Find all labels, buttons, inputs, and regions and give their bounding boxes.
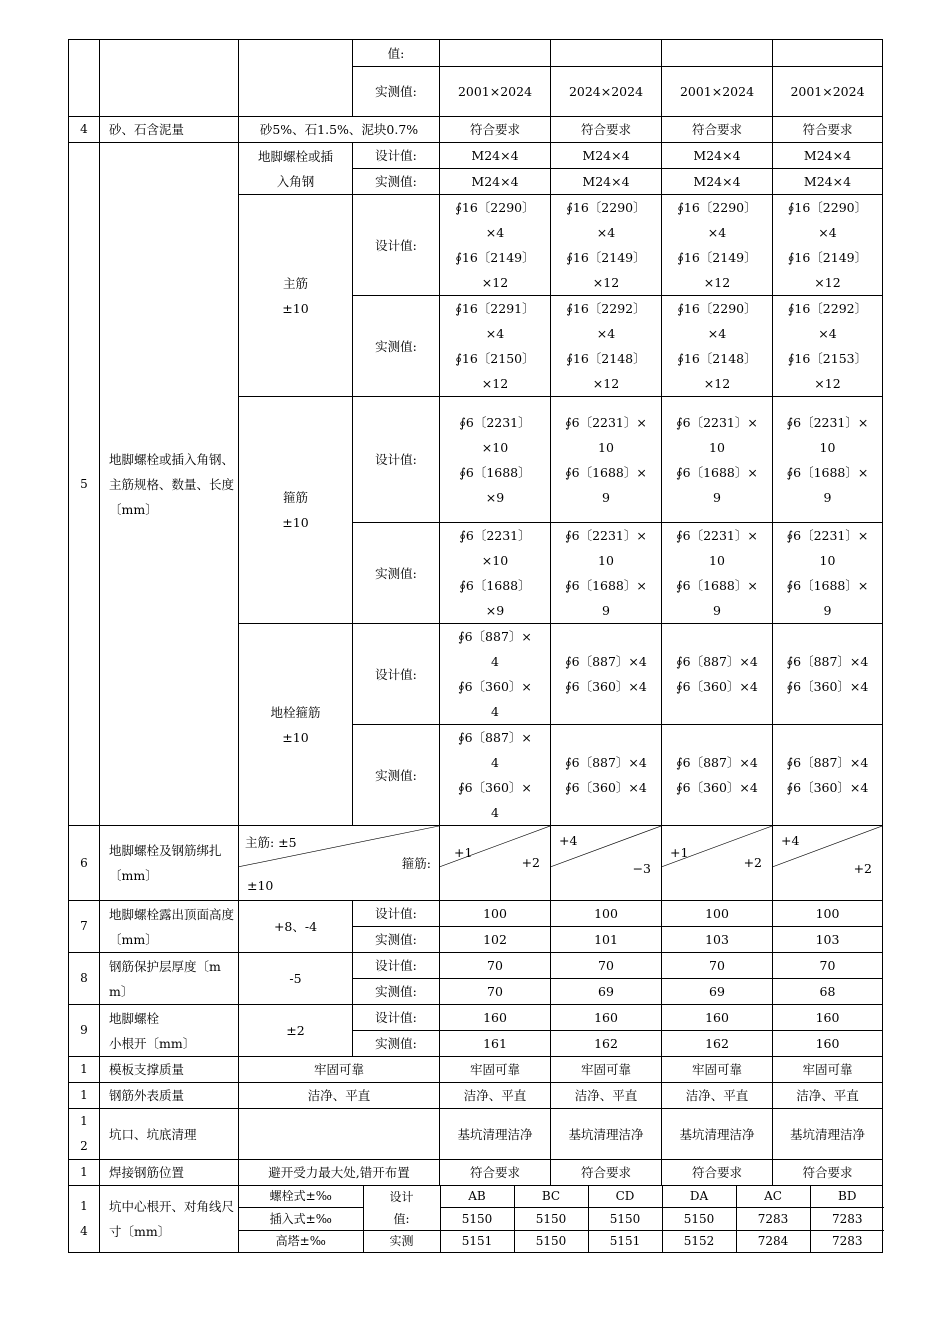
row-number-line: 1 bbox=[80, 1114, 88, 1128]
design-value: 100 bbox=[662, 901, 773, 927]
item-name-line: 地脚螺栓 bbox=[109, 1010, 160, 1026]
actual-value: 162 bbox=[551, 1031, 662, 1057]
design-label-line: 设计 bbox=[389, 1190, 414, 1204]
actual-label: 实测值: bbox=[353, 169, 440, 195]
result: 基坑清理洁净 bbox=[551, 1109, 662, 1160]
actual-label: 实测值: bbox=[353, 725, 440, 826]
item-name: 钢筋保护层厚度〔mm〕 bbox=[100, 953, 239, 1005]
result: 符合要求 bbox=[662, 117, 773, 143]
value-line: ∮6〔1688〕× bbox=[676, 578, 758, 593]
value-line: ∮16〔2292〕 bbox=[566, 301, 646, 316]
value-line: ∮6〔360〕× bbox=[458, 679, 532, 694]
value-line: 4 bbox=[491, 755, 499, 770]
design-value bbox=[662, 195, 773, 296]
actual-value bbox=[551, 523, 662, 624]
actual-value bbox=[662, 523, 773, 624]
value-line: ∮16〔2290〕 bbox=[455, 200, 535, 215]
value-line: ∮6〔360〕× bbox=[458, 780, 532, 795]
actual-value: 5152 bbox=[662, 1231, 736, 1253]
actual-value: 162 bbox=[662, 1031, 773, 1057]
design-value: 70 bbox=[440, 953, 551, 979]
row-number: 1 bbox=[69, 1057, 100, 1083]
tolerance: -5 bbox=[239, 953, 353, 1005]
row-number: 8 bbox=[69, 953, 100, 1005]
foundation-type: 高塔±‰ bbox=[239, 1231, 363, 1253]
value-line: 9 bbox=[713, 603, 721, 618]
value-line: ∮6〔1688〕× bbox=[676, 464, 758, 480]
value-line: ×12 bbox=[481, 275, 509, 290]
binding-main: +1 bbox=[454, 845, 473, 860]
item-name: 地脚螺栓及钢筋绑扎〔mm〕 bbox=[100, 826, 239, 901]
design-value: 160 bbox=[773, 1005, 883, 1031]
row-number bbox=[69, 1186, 100, 1253]
design-label: 设计值: bbox=[353, 195, 440, 296]
foundation-type: 螺栓式±‰ bbox=[269, 1189, 332, 1204]
sub-item-main-bar bbox=[239, 195, 353, 397]
binding-stirrup: +2 bbox=[521, 855, 540, 870]
value-line: ∮16〔2153〕 bbox=[787, 351, 868, 366]
value-line: ∮6〔1688〕× bbox=[786, 464, 869, 480]
value-line: ∮16〔2149〕 bbox=[677, 250, 757, 265]
actual-label: 实测 bbox=[363, 1231, 440, 1253]
design-label bbox=[363, 1186, 440, 1231]
design-value bbox=[440, 397, 551, 523]
value-line: ∮16〔2290〕 bbox=[677, 200, 757, 215]
inspection-table bbox=[68, 39, 883, 1253]
design-value bbox=[440, 624, 551, 725]
value-line: 9 bbox=[713, 489, 721, 505]
value-line: ∮6〔887〕×4 bbox=[676, 755, 758, 770]
design-value bbox=[551, 195, 662, 296]
binding-stirrup: +2 bbox=[743, 855, 762, 870]
value-line: 10 bbox=[598, 553, 614, 568]
tolerance: ±2 bbox=[239, 1005, 353, 1057]
value-line: 9 bbox=[823, 489, 832, 505]
binding-result bbox=[773, 826, 883, 901]
actual-label: 实测值: bbox=[353, 1031, 440, 1057]
value-line: ∮6〔360〕×4 bbox=[676, 679, 758, 694]
result: 符合要求 bbox=[551, 117, 662, 143]
design-value: 160 bbox=[662, 1005, 773, 1031]
value-line: ∮6〔2231〕× bbox=[676, 528, 758, 543]
actual-value: 101 bbox=[551, 927, 662, 953]
design-value bbox=[662, 397, 773, 523]
item-name: 焊接钢筋位置 bbox=[100, 1160, 239, 1186]
value-line: ∮6〔360〕×4 bbox=[676, 780, 758, 795]
value-line: 10 bbox=[819, 553, 836, 568]
row-number: 6 bbox=[69, 826, 100, 901]
value-line: ∮16〔2290〕 bbox=[566, 200, 646, 215]
value-line: 10 bbox=[709, 439, 725, 455]
cont-no-cell bbox=[69, 40, 100, 117]
standard: 砂5%、石1.5%、泥块0.7% bbox=[239, 117, 440, 143]
cont-value: 2024×2024 bbox=[551, 67, 662, 117]
item-name: 钢筋外表质量 bbox=[100, 1083, 239, 1109]
design-label: 设计值: bbox=[353, 1005, 440, 1031]
result: 洁净、平直 bbox=[662, 1083, 773, 1109]
value-line: ∮6〔2231〕 bbox=[459, 528, 531, 543]
value-line: 9 bbox=[823, 603, 832, 618]
value-line: ×12 bbox=[814, 376, 841, 391]
design-value bbox=[773, 624, 883, 725]
value-line: ∮16〔2149〕 bbox=[787, 250, 868, 265]
design-value: 7283 bbox=[736, 1208, 810, 1231]
cont-value: 2001×2024 bbox=[773, 67, 883, 117]
actual-label: 实测值: bbox=[353, 523, 440, 624]
value-line: ∮6〔1688〕 bbox=[459, 578, 531, 593]
tolerance: ±10 bbox=[282, 300, 309, 316]
result: 洁净、平直 bbox=[440, 1083, 551, 1109]
result: 牢固可靠 bbox=[662, 1057, 773, 1083]
value-line: 9 bbox=[602, 603, 610, 618]
column-head: AC bbox=[736, 1186, 810, 1208]
row-number: 5 bbox=[69, 143, 100, 826]
binding-stirrup: −3 bbox=[632, 861, 651, 876]
value-line: 4 bbox=[491, 805, 499, 820]
value-line: ∮6〔360〕×4 bbox=[565, 780, 647, 795]
design-value: 100 bbox=[440, 901, 551, 927]
design-value: 100 bbox=[773, 901, 883, 927]
value-line: ×9 bbox=[485, 603, 505, 618]
foundation-type: 插入式±‰ bbox=[239, 1208, 363, 1231]
actual-value bbox=[551, 296, 662, 397]
result: 牢固可靠 bbox=[551, 1057, 662, 1083]
row-number: 9 bbox=[69, 1005, 100, 1057]
item-name-line: 小根开〔mm〕 bbox=[109, 1035, 196, 1051]
value-line: ∮6〔887〕× bbox=[458, 730, 532, 745]
value-line: ∮6〔887〕×4 bbox=[786, 755, 869, 770]
binding-main: +1 bbox=[670, 845, 689, 860]
actual-value: 103 bbox=[773, 927, 883, 953]
value-line: ∮16〔2290〕 bbox=[677, 301, 757, 316]
value-line: ∮16〔2148〕 bbox=[566, 351, 646, 366]
actual-label: 实测值: bbox=[353, 296, 440, 397]
result: 基坑清理洁净 bbox=[662, 1109, 773, 1160]
actual-value: 102 bbox=[440, 927, 551, 953]
result: 符合要求 bbox=[773, 117, 883, 143]
value-line: ∮6〔360〕×4 bbox=[786, 679, 869, 694]
design-value: 5150 bbox=[588, 1208, 662, 1231]
value-line: ∮6〔2231〕× bbox=[786, 528, 869, 543]
cont-value: 2001×2024 bbox=[440, 67, 551, 117]
design-label: 设计值: bbox=[353, 143, 440, 169]
design-value: 70 bbox=[662, 953, 773, 979]
value-line: ×4 bbox=[596, 225, 616, 240]
item-name: 砂、石含泥量 bbox=[100, 117, 239, 143]
actual-label: 实测值: bbox=[353, 979, 440, 1005]
actual-value: 161 bbox=[440, 1031, 551, 1057]
value-line: ×12 bbox=[703, 376, 731, 391]
standard: 避开受力最大处,错开布置 bbox=[239, 1160, 440, 1186]
design-value bbox=[773, 397, 883, 523]
cont-std-cell bbox=[239, 40, 353, 117]
std-main: 主筋: ±5 bbox=[245, 835, 297, 850]
actual-value: M24×4 bbox=[662, 169, 773, 195]
value-line: ×4 bbox=[596, 326, 616, 341]
value-line: ∮6〔2231〕× bbox=[786, 414, 869, 430]
item-name: 地脚螺栓露出顶面高度〔mm〕 bbox=[100, 901, 239, 953]
actual-value: 69 bbox=[551, 979, 662, 1005]
actual-value bbox=[773, 523, 883, 624]
value-line: ∮6〔2231〕× bbox=[565, 528, 647, 543]
sub-item-bolt: 地脚螺栓或插入角钢 bbox=[239, 143, 353, 195]
sub-item-label: 箍筋 bbox=[282, 490, 308, 505]
actual-value: M24×4 bbox=[551, 169, 662, 195]
result: 符合要求 bbox=[551, 1160, 662, 1186]
result: 符合要求 bbox=[440, 1160, 551, 1186]
sub-item-anchor-stirrup bbox=[239, 624, 353, 826]
row-number bbox=[69, 1109, 100, 1160]
actual-value: 5151 bbox=[588, 1231, 662, 1253]
design-value bbox=[440, 195, 551, 296]
item-name: 地脚螺栓或插入角钢、主筋规格、数量、长度〔mm〕 bbox=[100, 143, 239, 826]
design-label-line: 值: bbox=[393, 1212, 410, 1226]
cont-label-a: 值: bbox=[353, 40, 440, 67]
column-head: CD bbox=[588, 1186, 662, 1208]
standard: 牢固可靠 bbox=[239, 1057, 440, 1083]
design-value: 70 bbox=[773, 953, 883, 979]
value-line: 4 bbox=[491, 654, 499, 669]
value-line: ∮6〔887〕×4 bbox=[565, 654, 647, 669]
actual-value bbox=[662, 725, 773, 826]
value-line: ×12 bbox=[481, 376, 509, 391]
value-line: ×9 bbox=[485, 489, 505, 505]
actual-value: 5151 bbox=[440, 1231, 514, 1253]
row-number-line: 1 bbox=[80, 1199, 88, 1213]
design-label: 设计值: bbox=[353, 624, 440, 725]
value-line: ×4 bbox=[818, 326, 837, 341]
design-value: 160 bbox=[551, 1005, 662, 1031]
value-line: ×12 bbox=[592, 275, 620, 290]
value-line: ∮6〔1688〕× bbox=[565, 578, 647, 593]
binding-stirrup: +2 bbox=[853, 861, 872, 876]
actual-value: 68 bbox=[773, 979, 883, 1005]
value-line: ∮16〔2291〕 bbox=[455, 301, 535, 316]
design-value: 160 bbox=[440, 1005, 551, 1031]
value-line: ×4 bbox=[707, 225, 727, 240]
value-line: ×12 bbox=[703, 275, 731, 290]
column-head: DA bbox=[662, 1186, 736, 1208]
value-line: 10 bbox=[819, 439, 836, 455]
result: 牢固可靠 bbox=[440, 1057, 551, 1083]
value-line: 10 bbox=[709, 553, 725, 568]
root-open-subtable-cell bbox=[239, 1186, 883, 1253]
value-line: 4 bbox=[491, 704, 499, 719]
row-number: 1 bbox=[69, 1083, 100, 1109]
design-value: M24×4 bbox=[773, 143, 883, 169]
result: 洁净、平直 bbox=[773, 1083, 883, 1109]
standard bbox=[239, 1109, 440, 1160]
design-value bbox=[551, 624, 662, 725]
cont-name-cell bbox=[100, 40, 239, 117]
value-line: ×4 bbox=[707, 326, 727, 341]
row-number-line: 2 bbox=[80, 1139, 88, 1153]
design-value: 7283 bbox=[810, 1208, 884, 1231]
actual-value bbox=[440, 296, 551, 397]
tolerance: ±10 bbox=[282, 515, 309, 530]
actual-value bbox=[551, 725, 662, 826]
result: 牢固可靠 bbox=[773, 1057, 883, 1083]
value-line: ∮16〔2149〕 bbox=[566, 250, 646, 265]
cont-label-b: 实测值: bbox=[353, 67, 440, 117]
design-label: 设计值: bbox=[353, 901, 440, 927]
item-name: 坑口、坑底清理 bbox=[100, 1109, 239, 1160]
value-line: ×10 bbox=[481, 553, 509, 568]
value-line: ∮6〔2231〕 bbox=[459, 414, 531, 430]
actual-value: 69 bbox=[662, 979, 773, 1005]
value-line: ∮6〔1688〕 bbox=[459, 464, 531, 480]
column-head: BC bbox=[514, 1186, 588, 1208]
result: 符合要求 bbox=[773, 1160, 883, 1186]
item-name: 模板支撑质量 bbox=[100, 1057, 239, 1083]
result: 基坑清理洁净 bbox=[440, 1109, 551, 1160]
value-line: ∮6〔2231〕× bbox=[676, 414, 758, 430]
actual-value bbox=[440, 523, 551, 624]
design-value: 5150 bbox=[662, 1208, 736, 1231]
actual-value: 7284 bbox=[736, 1231, 810, 1253]
actual-value: M24×4 bbox=[440, 169, 551, 195]
design-value: 100 bbox=[551, 901, 662, 927]
value-line: ∮6〔360〕×4 bbox=[565, 679, 647, 694]
value-line: ×4 bbox=[818, 225, 837, 240]
design-label: 设计值: bbox=[353, 953, 440, 979]
sub-item-label: 主筋 bbox=[282, 275, 308, 291]
value-line: ∮16〔2292〕 bbox=[787, 301, 868, 316]
design-value: M24×4 bbox=[440, 143, 551, 169]
value-line: ∮16〔2149〕 bbox=[455, 250, 535, 265]
actual-value bbox=[773, 725, 883, 826]
std-stirrup-label: 箍筋: bbox=[401, 856, 431, 871]
design-value bbox=[551, 397, 662, 523]
result: 基坑清理洁净 bbox=[773, 1109, 883, 1160]
value-line: ×4 bbox=[485, 225, 505, 240]
actual-value: 160 bbox=[773, 1031, 883, 1057]
value-line: 10 bbox=[598, 439, 614, 455]
actual-value: 70 bbox=[440, 979, 551, 1005]
value-line: ∮16〔2150〕 bbox=[455, 351, 535, 366]
value-line: ∮16〔2148〕 bbox=[677, 351, 757, 366]
value-line: ×12 bbox=[814, 275, 841, 290]
actual-value: 103 bbox=[662, 927, 773, 953]
design-label: 设计值: bbox=[353, 397, 440, 523]
std-stirrup: ±10 bbox=[247, 878, 274, 893]
actual-value bbox=[662, 296, 773, 397]
actual-value: 7283 bbox=[810, 1231, 884, 1253]
tolerance: +8、-4 bbox=[239, 901, 353, 953]
result: 符合要求 bbox=[440, 117, 551, 143]
actual-value: 5150 bbox=[514, 1231, 588, 1253]
row-number: 1 bbox=[69, 1160, 100, 1186]
design-value bbox=[773, 195, 883, 296]
binding-result bbox=[440, 826, 551, 901]
column-head: BD bbox=[810, 1186, 884, 1208]
binding-result bbox=[551, 826, 662, 901]
row-number: 7 bbox=[69, 901, 100, 953]
value-line: ∮6〔887〕×4 bbox=[565, 755, 647, 770]
value-line: ∮6〔887〕×4 bbox=[676, 654, 758, 669]
item-name bbox=[100, 1005, 239, 1057]
actual-label: 实测值: bbox=[353, 927, 440, 953]
actual-value bbox=[440, 725, 551, 826]
design-value: 5150 bbox=[440, 1208, 514, 1231]
cont-value: 2001×2024 bbox=[662, 67, 773, 117]
value-line: ×10 bbox=[481, 439, 509, 455]
value-line: 9 bbox=[602, 489, 610, 505]
item-name: 坑中心根开、对角线尺寸〔mm〕 bbox=[100, 1186, 239, 1253]
design-value: M24×4 bbox=[662, 143, 773, 169]
value-line: ∮6〔360〕×4 bbox=[786, 780, 869, 795]
value-line: ∮6〔887〕×4 bbox=[786, 654, 869, 669]
actual-value bbox=[773, 296, 883, 397]
actual-value: M24×4 bbox=[773, 169, 883, 195]
design-value: 70 bbox=[551, 953, 662, 979]
value-line: ×4 bbox=[485, 326, 505, 341]
result: 洁净、平直 bbox=[551, 1083, 662, 1109]
design-value: M24×4 bbox=[551, 143, 662, 169]
binding-main: +4 bbox=[781, 833, 800, 848]
design-value bbox=[662, 624, 773, 725]
design-value: 5150 bbox=[514, 1208, 588, 1231]
column-head: AB bbox=[440, 1186, 514, 1208]
binding-standard-cell bbox=[239, 826, 440, 901]
row-number: 4 bbox=[69, 117, 100, 143]
value-line: ∮6〔887〕× bbox=[458, 629, 532, 644]
standard: 洁净、平直 bbox=[239, 1083, 440, 1109]
value-line: ∮6〔1688〕× bbox=[565, 464, 647, 480]
sub-item-stirrup bbox=[239, 397, 353, 624]
result: 符合要求 bbox=[662, 1160, 773, 1186]
value-line: ×12 bbox=[592, 376, 620, 391]
binding-main: +4 bbox=[559, 833, 578, 848]
root-open-subtable bbox=[239, 1186, 884, 1252]
tolerance: ±10 bbox=[282, 729, 309, 745]
value-line: ∮16〔2290〕 bbox=[787, 200, 868, 215]
value-line: ∮6〔1688〕× bbox=[786, 578, 869, 593]
binding-result bbox=[662, 826, 773, 901]
value-line: ∮6〔2231〕× bbox=[565, 414, 647, 430]
sub-item-label: 地栓箍筋 bbox=[270, 704, 321, 720]
row-number-line: 4 bbox=[80, 1224, 88, 1238]
